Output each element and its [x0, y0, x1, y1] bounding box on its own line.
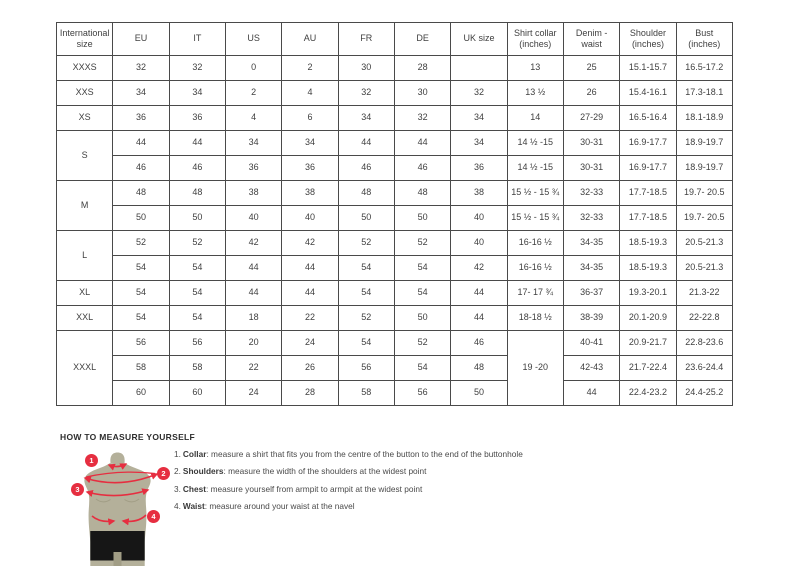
table-cell: 34 [169, 81, 225, 106]
table-cell: 15.1-15.7 [620, 56, 676, 81]
table-cell: 56 [338, 356, 394, 381]
table-cell: 30 [338, 56, 394, 81]
table-cell: 38 [451, 181, 507, 206]
table-cell: 19.3-20.1 [620, 281, 676, 306]
table-cell: 16.5-17.2 [676, 56, 732, 81]
table-cell: 38 [225, 181, 281, 206]
table-cell: 54 [169, 281, 225, 306]
table-header-row [57, 23, 733, 56]
measure-step-shoulders [174, 467, 634, 475]
table-cell: 40 [282, 206, 338, 231]
col-header-it: IT [169, 23, 225, 56]
table-cell: 16-16 ½ [507, 231, 563, 256]
table-cell: 44 [225, 256, 281, 281]
mannequin-neck [110, 453, 124, 465]
table-cell: 34 [451, 106, 507, 131]
table-cell: 44 [451, 281, 507, 306]
table-row [57, 206, 733, 231]
table-cell: 16.9-17.7 [620, 156, 676, 181]
table-row [57, 256, 733, 281]
table-cell: 60 [113, 381, 169, 406]
table-cell: 20.5-21.3 [676, 256, 732, 281]
table-cell: 20 [225, 331, 281, 356]
table-cell: 40 [451, 231, 507, 256]
table-cell: 14 ½ -15 [507, 131, 563, 156]
table-cell: 17.3-18.1 [676, 81, 732, 106]
table-cell: 54 [338, 331, 394, 356]
table-cell: 17.7-18.5 [620, 206, 676, 231]
table-cell: 21.7-22.4 [620, 356, 676, 381]
table-cell: 30 [394, 81, 450, 106]
step-number: 2. [174, 466, 181, 477]
mannequin-stand [114, 552, 122, 566]
table-cell: 58 [338, 381, 394, 406]
table-cell: 0 [225, 56, 281, 81]
table-cell: 26 [282, 356, 338, 381]
table-cell: 32 [113, 56, 169, 81]
table-cell: 24.4-25.2 [676, 381, 732, 406]
table-cell: 4 [282, 81, 338, 106]
table-cell: 52 [338, 231, 394, 256]
table-cell: 16-16 ½ [507, 256, 563, 281]
table-cell: 50 [113, 206, 169, 231]
table-cell: 42 [225, 231, 281, 256]
table-cell: 27-29 [563, 106, 619, 131]
table-cell: 40 [451, 206, 507, 231]
table-cell: 40 [225, 206, 281, 231]
table-row [57, 306, 733, 331]
table-cell: 34 [225, 131, 281, 156]
table-cell: 14 ½ -15 [507, 156, 563, 181]
cell-shirt-collar: 19 -20 [507, 331, 563, 406]
step-text: : measure a shirt that fits you from the centre of the button to the end of the buttonhole [206, 449, 523, 459]
table-cell: 46 [113, 156, 169, 181]
table-cell: 54 [113, 306, 169, 331]
table-cell: 44 [338, 131, 394, 156]
cell-international-size: XXXS [57, 56, 113, 81]
table-cell: 15.4-16.1 [620, 81, 676, 106]
table-cell: 42-43 [563, 356, 619, 381]
table-cell: 56 [394, 381, 450, 406]
table-cell: 46 [394, 156, 450, 181]
step-number: 3. [174, 483, 181, 494]
table-cell: 24 [225, 381, 281, 406]
col-header-international-size: International size [57, 23, 113, 56]
table-cell: 18.5-19.3 [620, 231, 676, 256]
table-cell: 54 [394, 281, 450, 306]
table-cell: 32-33 [563, 206, 619, 231]
col-header-fr: FR [338, 23, 394, 56]
measure-steps [174, 450, 634, 520]
table-row [57, 231, 733, 256]
table-cell: 50 [338, 206, 394, 231]
table-cell: 46 [169, 156, 225, 181]
measure-badge-shoulders: 2 [157, 467, 170, 480]
table-row [57, 281, 733, 306]
table-cell: 60 [169, 381, 225, 406]
table-row [57, 331, 733, 356]
cell-international-size: XXL [57, 306, 113, 331]
table-cell: 20.5-21.3 [676, 231, 732, 256]
measure-badge-collar: 1 [85, 454, 98, 467]
measure-badge-chest: 3 [71, 483, 84, 496]
table-cell: 48 [338, 181, 394, 206]
table-cell: 18.9-19.7 [676, 156, 732, 181]
table-cell: 30-31 [563, 131, 619, 156]
table-cell: 52 [394, 331, 450, 356]
table-cell: 22 [225, 356, 281, 381]
table-cell: 34 [338, 106, 394, 131]
table-cell: 50 [394, 206, 450, 231]
table-cell: 44 [225, 281, 281, 306]
table-cell: 34-35 [563, 256, 619, 281]
table-cell: 54 [169, 256, 225, 281]
table-cell: 19.7- 20.5 [676, 206, 732, 231]
col-header-eu: EU [113, 23, 169, 56]
table-cell: 32 [338, 81, 394, 106]
table-cell: 44 [563, 381, 619, 406]
table-cell: 32 [394, 106, 450, 131]
table-cell: 36 [225, 156, 281, 181]
table-cell: 50 [451, 381, 507, 406]
table-cell: 15 ½ - 15 ¾ [507, 181, 563, 206]
table-row [57, 181, 733, 206]
table-cell: 34 [282, 131, 338, 156]
table-cell: 23.6-24.4 [676, 356, 732, 381]
table-cell: 22.8-23.6 [676, 331, 732, 356]
table-cell: 56 [113, 331, 169, 356]
table-row [57, 81, 733, 106]
mannequin-illustration [70, 448, 170, 566]
table-row [57, 356, 733, 381]
table-cell: 15 ½ - 15 ¾ [507, 206, 563, 231]
table-cell: 56 [169, 331, 225, 356]
table-cell: 50 [394, 306, 450, 331]
step-label: Chest [182, 483, 206, 494]
cell-international-size: XXXL [57, 331, 113, 406]
table-cell: 52 [338, 306, 394, 331]
table-cell: 34 [451, 131, 507, 156]
table-cell: 19.7- 20.5 [676, 181, 732, 206]
table-row [57, 131, 733, 156]
table-cell: 6 [282, 106, 338, 131]
size-chart-table [56, 22, 733, 406]
table-cell: 52 [169, 231, 225, 256]
table-cell: 22.4-23.2 [620, 381, 676, 406]
table-cell: 42 [282, 231, 338, 256]
table-cell: 36 [113, 106, 169, 131]
table-cell: 46 [451, 331, 507, 356]
table-cell: 32-33 [563, 181, 619, 206]
table-cell: 52 [394, 231, 450, 256]
step-text: : measure around your waist at the navel [204, 501, 355, 512]
table-cell: 42 [451, 256, 507, 281]
cell-international-size: XL [57, 281, 113, 306]
table-cell: 52 [113, 231, 169, 256]
col-header-bust: Bust (inches) [676, 23, 732, 56]
table-cell: 48 [394, 181, 450, 206]
table-row [57, 381, 733, 406]
table-cell: 18.5-19.3 [620, 256, 676, 281]
table-cell: 58 [113, 356, 169, 381]
table-cell: 20.1-20.9 [620, 306, 676, 331]
step-text: : measure the width of the shoulders at the widest point [223, 466, 427, 477]
measure-step-chest [174, 485, 634, 493]
table-cell: 28 [394, 56, 450, 81]
table-cell: 32 [169, 56, 225, 81]
col-header-au: AU [282, 23, 338, 56]
table-cell: 17.7-18.5 [620, 181, 676, 206]
step-label: Waist [182, 501, 205, 512]
table-cell: 18.1-18.9 [676, 106, 732, 131]
cell-international-size: S [57, 131, 113, 181]
table-cell: 58 [169, 356, 225, 381]
table-cell: 21.3-22 [676, 281, 732, 306]
table-cell: 16.9-17.7 [620, 131, 676, 156]
table-cell: 22-22.8 [676, 306, 732, 331]
table-cell: 34 [113, 81, 169, 106]
table-cell: 44 [282, 256, 338, 281]
table-cell: 16.5-16.4 [620, 106, 676, 131]
step-number: 4. [174, 501, 181, 512]
table-cell: 22 [282, 306, 338, 331]
table-cell: 46 [338, 156, 394, 181]
step-number: 1. [174, 449, 181, 459]
step-label: Shoulders [182, 466, 224, 477]
table-cell: 54 [338, 281, 394, 306]
table-cell: 18-18 ½ [507, 306, 563, 331]
table-cell: 44 [282, 281, 338, 306]
size-table-body [57, 56, 733, 406]
table-cell: 34-35 [563, 231, 619, 256]
col-header-shirt-collar: Shirt collar (inches) [507, 23, 563, 56]
table-cell: 4 [225, 106, 281, 131]
table-cell: 48 [113, 181, 169, 206]
table-cell: 48 [451, 356, 507, 381]
table-cell: 32 [451, 81, 507, 106]
table-cell: 54 [169, 306, 225, 331]
col-header-us: US [225, 23, 281, 56]
measure-badge-waist: 4 [147, 510, 160, 523]
table-cell [451, 56, 507, 81]
col-header-de: DE [394, 23, 450, 56]
cell-international-size: L [57, 231, 113, 281]
table-cell: 36 [282, 156, 338, 181]
cell-international-size: XS [57, 106, 113, 131]
col-header-uk-size: UK size [451, 23, 507, 56]
table-cell: 38-39 [563, 306, 619, 331]
step-text: : measure yourself from armpit to armpit at the widest point [205, 483, 423, 494]
table-cell: 36-37 [563, 281, 619, 306]
table-cell: 50 [169, 206, 225, 231]
table-cell: 13 [507, 56, 563, 81]
table-cell: 36 [451, 156, 507, 181]
table-cell: 44 [451, 306, 507, 331]
table-cell: 2 [225, 81, 281, 106]
table-cell: 54 [338, 256, 394, 281]
table-row [57, 106, 733, 131]
table-cell: 48 [169, 181, 225, 206]
table-cell: 20.9-21.7 [620, 331, 676, 356]
table-row [57, 156, 733, 181]
table-cell: 14 [507, 106, 563, 131]
measure-step-collar [174, 450, 634, 458]
table-cell: 25 [563, 56, 619, 81]
table-cell: 44 [169, 131, 225, 156]
table-cell: 24 [282, 331, 338, 356]
table-cell: 26 [563, 81, 619, 106]
measure-heading: HOW TO MEASURE YOURSELF [60, 432, 196, 442]
cell-international-size: M [57, 181, 113, 231]
table-cell: 2 [282, 56, 338, 81]
table-cell: 54 [394, 256, 450, 281]
table-cell: 18 [225, 306, 281, 331]
table-cell: 44 [113, 131, 169, 156]
table-cell: 28 [282, 381, 338, 406]
measure-step-waist [174, 502, 634, 510]
table-cell: 44 [394, 131, 450, 156]
table-cell: 17- 17 ¾ [507, 281, 563, 306]
table-cell: 54 [113, 281, 169, 306]
table-cell: 54 [394, 356, 450, 381]
table-cell: 18.9-19.7 [676, 131, 732, 156]
table-cell: 40-41 [563, 331, 619, 356]
table-cell: 13 ½ [507, 81, 563, 106]
table-cell: 30-31 [563, 156, 619, 181]
cell-international-size: XXS [57, 81, 113, 106]
col-header-shoulder: Shoulder (inches) [620, 23, 676, 56]
table-cell: 54 [113, 256, 169, 281]
table-cell: 38 [282, 181, 338, 206]
table-cell: 36 [169, 106, 225, 131]
col-header-denim-waist: Denim - waist [563, 23, 619, 56]
table-row [57, 56, 733, 81]
step-label: Collar [182, 449, 207, 459]
